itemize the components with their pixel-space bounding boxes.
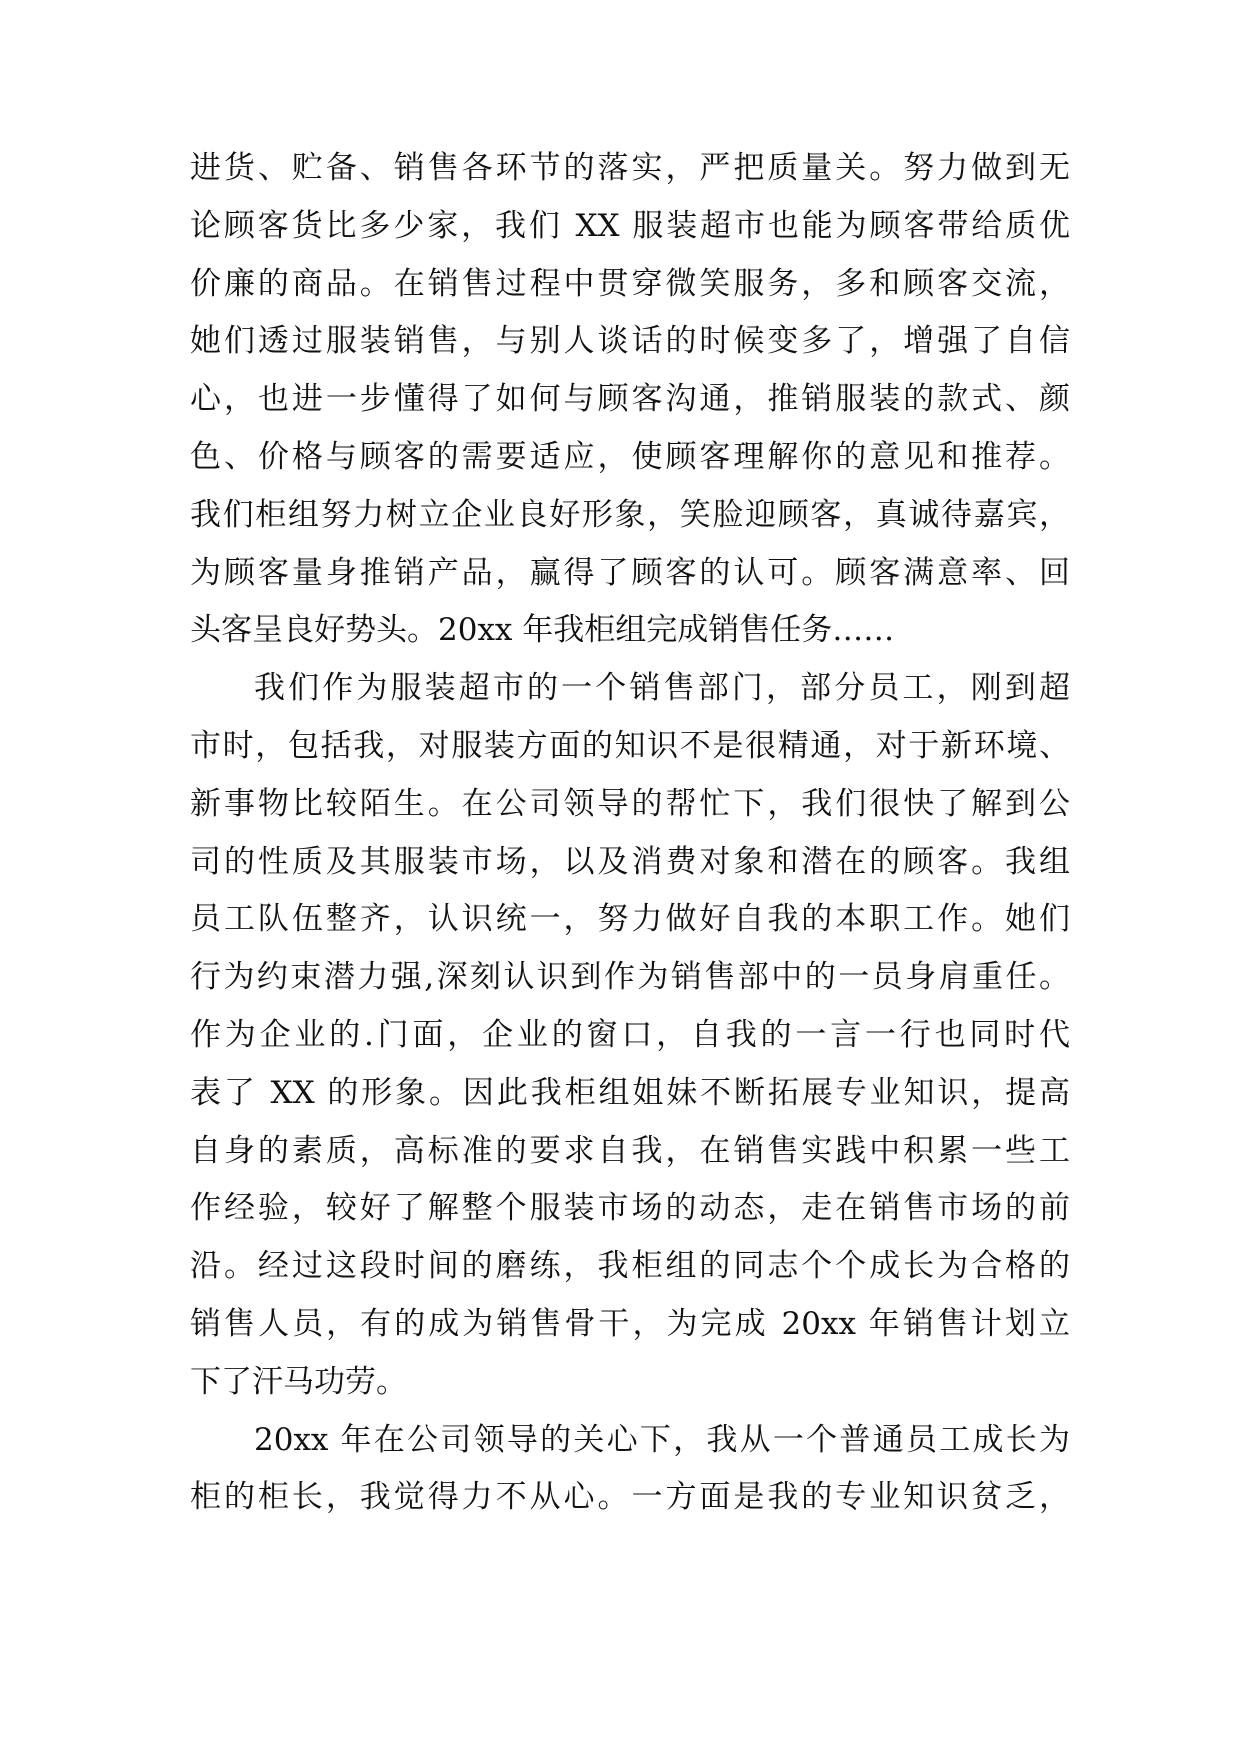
document-body [190,140,1070,1527]
paragraph-line: 行为约束潜力强,深刻认识到作为销售部中的一员身肩重任。 [190,959,1070,996]
paragraph-line: 表了 XX 的形象。因此我柜组姐妹不断拓展专业知识，提高 [190,1074,1070,1111]
paragraph-first-line: 我们作为服装超市的一个销售部门，部分员工，刚到超 [254,670,1070,707]
paragraph-line: 她们透过服装销售，与别人谈话的时候变多了，增强了自信 [190,323,1070,360]
paragraph-line: 价廉的商品。在销售过程中贯穿微笑服务，多和顾客交流， [190,265,1070,302]
paragraph-line: 我们柜组努力树立企业良好形象，笑脸迎顾客，真诚待嘉宾， [190,496,1070,533]
paragraph-line: 色、价格与顾客的需要适应，使顾客理解你的意见和推荐。 [190,438,1070,475]
paragraph-line: 论顾客货比多少家，我们 XX 服装超市也能为顾客带给质优 [190,207,1070,244]
paragraph-line: 为顾客量身推销产品，赢得了顾客的认可。顾客满意率、回 [190,554,1070,591]
paragraph-line: 司的性质及其服装市场，以及消费对象和潜在的顾客。我组 [190,843,1070,880]
paragraph-line: 心，也进一步懂得了如何与顾客沟通，推销服装的款式、颜 [190,381,1070,418]
paragraph-line: 头客呈良好势头。20xx 年我柜组完成销售任务…… [190,612,895,649]
paragraph-line: 进货、贮备、销售各环节的落实，严把质量关。努力做到无 [190,150,1070,186]
paragraph-line: 作经验，较好了解整个服装市场的动态，走在销售市场的前 [190,1190,1070,1227]
paragraph-first-line: 20xx 年在公司领导的关心下，我从一个普通员工成长为 [254,1421,1070,1458]
paragraph-line: 新事物比较陌生。在公司领导的帮忙下，我们很快了解到公 [190,785,1070,822]
paragraph-line: 沿。经过这段时间的磨练，我柜组的同志个个成长为合格的 [190,1248,1070,1285]
paragraph-line: 销售人员，有的成为销售骨干，为完成 20xx 年销售计划立 [190,1305,1070,1342]
paragraph-line: 柜的柜长，我觉得力不从心。一方面是我的专业知识贫乏， [190,1479,1070,1516]
paragraph-line: 员工队伍整齐，认识统一，努力做好自我的本职工作。她们 [190,901,1070,938]
paragraph-line: 下了汗马功劳。 [190,1363,407,1400]
paragraph-line: 市时，包括我，对服装方面的知识不是很精通，对于新环境、 [190,727,1070,764]
paragraph-line: 自身的素质，高标准的要求自我，在销售实践中积累一些工 [190,1132,1070,1169]
paragraph-line: 作为企业的.门面，企业的窗口，自我的一言一行也同时代 [190,1016,1070,1053]
